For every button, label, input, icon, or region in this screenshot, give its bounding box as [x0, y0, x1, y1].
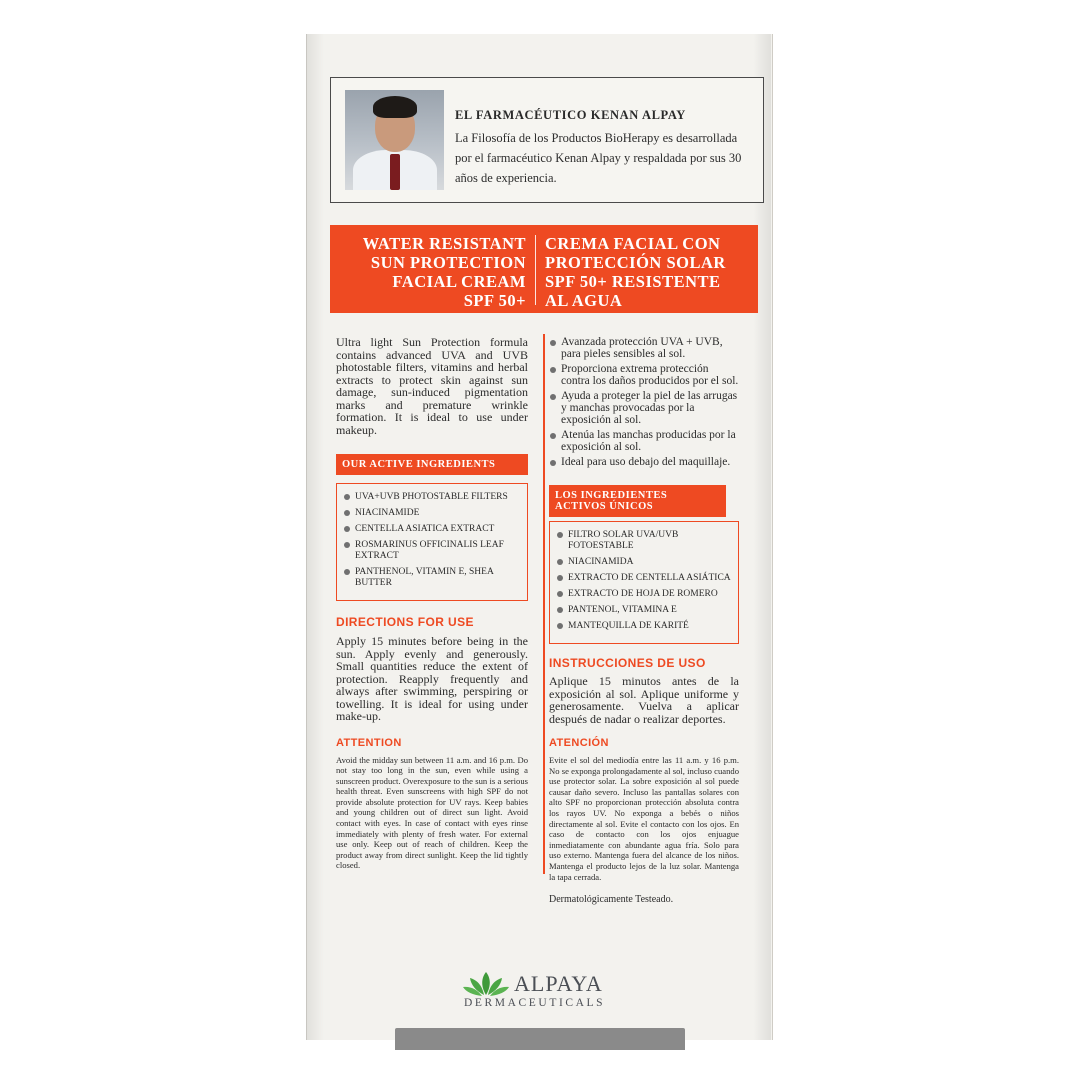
- ingredient-item: PANTHENOL, VITAMIN E, SHEA BUTTER: [343, 567, 521, 589]
- ingredient-item: NIACINAMIDE: [343, 508, 521, 519]
- alpaya-logo: [462, 969, 622, 1013]
- ingrediente-item: EXTRACTO DE CENTELLA ASIÁTICA: [556, 573, 732, 584]
- atencion-heading: ATENCIÓN: [549, 737, 609, 749]
- column-divider: [543, 334, 545, 874]
- pharmacist-title: EL FARMACÉUTICO KENAN ALPAY: [455, 108, 686, 122]
- ingrediente-item: MANTEQUILLA DE KARITÉ: [556, 621, 732, 632]
- atencion-text: Evite el sol del mediodía entre las 11 a.m. y 16 p.m. No se exponga prolongadamente al sol, incluso cuando use protector solar. La sobre exposición al sol puede causar daño severo. Incluso las pantallas solares con alto SPF no proporcionan protección absoluta contra los rayos UV. No exponga a bebés o niños directamente al sol. Evite el contacto con los ojos. En caso de contacto con los ojos enjuague inmediatamente con abundante agua fría. Solo para uso externo. Mantenga fuera del alcance de los niños. Mantenga el producto lejos de la luz solar. Mantenga la tapa cerrada.: [549, 755, 739, 882]
- instrucciones-heading: INSTRUCCIONES DE USO: [549, 656, 706, 670]
- ingredients-heading: OUR ACTIVE INGREDIENTS: [336, 454, 528, 475]
- benefit-item: Avanzada protección UVA + UVB, para pieles sensibles al sol.: [549, 336, 739, 360]
- ingredients-box: [336, 483, 528, 601]
- ingredientes-box: [549, 521, 739, 644]
- product-name-english: WATER RESISTANT SUN PROTECTION FACIAL CREAM SPF 50+: [362, 234, 526, 310]
- ingrediente-item: EXTRACTO DE HOJA DE ROMERO: [556, 589, 732, 600]
- pharmacist-info-box: [330, 77, 764, 203]
- panel-shadow-left: [306, 34, 324, 1040]
- brand-name: ALPAYA: [514, 971, 603, 996]
- directions-text: Apply 15 minutes before being in the sun. Apply evenly and generously. Small quantities reduce the extent of protection. Reapply frequently and always after swimming, perspiring or towelling. It is ideal for using under make-up.: [336, 634, 528, 723]
- brand-subtitle: DERMACEUTICALS: [464, 997, 606, 1009]
- dermatologically-tested-note: Dermatológicamente Testeado.: [549, 894, 674, 906]
- ingredient-item: UVA+UVB PHOTOSTABLE FILTERS: [343, 492, 521, 503]
- benefit-item: Ideal para uso debajo del maquillaje.: [549, 456, 739, 468]
- ingredientes-heading: LOS INGREDIENTES ACTIVOS ÚNICOS: [549, 485, 726, 517]
- pharmacist-portrait: [345, 90, 444, 190]
- benefits-list: [549, 336, 739, 468]
- intro-text: Ultra light Sun Protection formula contains advanced UVA and UVB photostable filters, vitamins and herbal extracts to protect skin against sun damage, sun-induced pigmentation marks and premature wrinkle formation. It is ideal to use under makeup.: [336, 335, 528, 437]
- ingredient-item: CENTELLA ASIATICA EXTRACT: [343, 524, 521, 535]
- package-bottom-flap: [395, 1028, 685, 1050]
- product-name-spanish: CREMA FACIAL CON PROTECCIÓN SOLAR SPF 50+ RESISTENTE AL AGUA: [545, 234, 726, 310]
- ingredient-item: ROSMARINUS OFFICINALIS LEAF EXTRACT: [343, 540, 521, 562]
- product-name-banner: [330, 225, 758, 313]
- directions-heading: DIRECTIONS FOR USE: [336, 615, 474, 629]
- banner-divider: [535, 235, 536, 305]
- leaf-logo-icon: [462, 971, 510, 997]
- attention-text: Avoid the midday sun between 11 a.m. and 16 p.m. Do not stay too long in the sun, even while using a sunscreen product. Overexposure to the sun is a serious health threat. Even sunscreens with high SPF do not provide absolute protection for UV rays. Keep babies and young children out of direct sun light. Avoid contact with eyes. In case of contact with eyes rinse immediately with plenty of fresh water. For external use only. Keep out of reach of children. Keep the product away from direct sunlight. Keep the lid tightly closed.: [336, 754, 528, 871]
- ingrediente-item: FILTRO SOLAR UVA/UVB FOTOESTABLE: [556, 530, 732, 552]
- ingrediente-item: NIACINAMIDA: [556, 557, 732, 568]
- benefit-item: Proporciona extrema protección contra los daños producidos por el sol.: [549, 363, 739, 387]
- spanish-column: [549, 336, 739, 905]
- english-column: [336, 336, 528, 871]
- pharmacist-description: La Filosofía de los Productos BioHerapy es desarrollada por el farmacéutico Kenan Alpay y respaldada por sus 30 años de experiencia.: [455, 131, 742, 185]
- instrucciones-text: Aplique 15 minutos antes de la exposición al sol. Aplique uniforme y generosamente. Vuelva a aplicar después de nadar o realizar deportes.: [549, 674, 739, 726]
- ingrediente-item: PANTENOL, VITAMINA E: [556, 605, 732, 616]
- benefit-item: Ayuda a proteger la piel de las arrugas y manchas provocadas por la exposición al sol.: [549, 390, 739, 426]
- attention-heading: ATTENTION: [336, 736, 402, 749]
- benefit-item: Atenúa las manchas producidas por la exposición al sol.: [549, 429, 739, 453]
